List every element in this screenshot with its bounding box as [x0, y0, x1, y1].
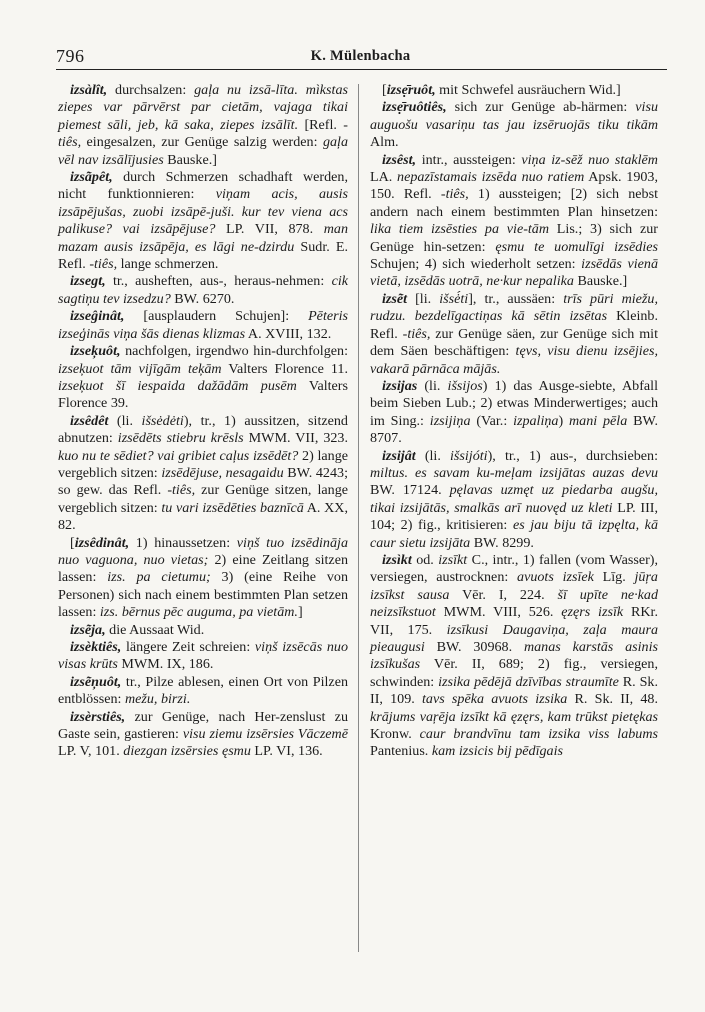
example-text: tu vari izsēdēties baznīcā: [161, 499, 304, 516]
headword: izseĝinât,: [70, 308, 125, 325]
entry-text: durchsalzen:: [107, 82, 195, 98]
example-text: ęzęrs izsīk: [561, 604, 624, 621]
entry-text: [li.: [407, 290, 440, 307]
example-text: ęsmu te uomulīgi izsēdies: [495, 238, 658, 255]
entry-text: od.: [411, 551, 439, 568]
example-text: izsīkusi Daugaviņa, zaļa maura pieaugusi: [370, 621, 658, 655]
entry-text: BW. 6270.: [170, 290, 235, 307]
headword: izsêdinât,: [74, 534, 130, 551]
headword: izseķuôt,: [70, 343, 121, 360]
example-text: avuots izsīek: [517, 569, 594, 586]
entry-text: Vēr. II, 689; 2) fig., versiegen, schwinden:: [370, 656, 658, 690]
headword: izsẽņuôt,: [70, 673, 122, 690]
entry-text: LP. III, 104; 2) fig., kritisieren:: [370, 499, 658, 534]
example-text: -tiês,: [89, 256, 118, 273]
entry-text: Kleinb. Refl.: [370, 308, 659, 342]
example-text: izs. pa cietumu;: [107, 569, 211, 586]
dictionary-entry: [58, 273, 348, 308]
example-text: trīs pūri miežu, rudzu. bezdelīgactiņas kā sētin izsētas: [370, 290, 658, 325]
entry-text: Kronw.: [370, 726, 420, 743]
dictionary-entry: [58, 413, 348, 535]
entry-text: ), tr., 1) aus-, durchsieben:: [487, 447, 658, 464]
headword: izsẹ̄ruôtiês,: [382, 99, 447, 116]
example-text: visu auguošu vasariņu tas jau izsēruojās tiku tikām: [370, 99, 658, 133]
entry-text: Valters Florence 11.: [221, 360, 348, 377]
entry-text: tr., ausheften, aus-, heraus-nehmen:: [105, 273, 332, 290]
example-text: -tiês,: [402, 325, 431, 342]
example-text: izsēdās vienā vietā, izsēdās uotrā, ne·kur nepalika: [370, 256, 659, 290]
entry-text: Bauske.]: [163, 151, 217, 168]
entry-text: die Aussaat Wid.: [105, 621, 205, 638]
example-text: -tiês,: [58, 116, 348, 151]
example-text: izseķuot tām vijīgām teķām: [58, 360, 222, 377]
headword: izsijât: [382, 447, 416, 464]
dictionary-entry: [58, 639, 348, 674]
right-column: [370, 82, 658, 761]
example-text: išsėdėti: [141, 412, 184, 429]
entry-text: [: [382, 82, 387, 98]
example-text: mani pēla: [569, 412, 628, 429]
entry-text: MWM. VIII, 526.: [435, 604, 562, 621]
dictionary-entry: [370, 82, 658, 99]
example-text: -tiês,: [167, 482, 196, 499]
dictionary-entry: [370, 448, 658, 552]
entry-text: LP. VI, 136.: [250, 743, 323, 760]
entry-text: ) 1) das Ausge-siebte, Abfall beim Sieben Lub.; 2) etwas Minderwertiges; auch im Sing.:: [370, 377, 658, 429]
entry-text: BW. 17124.: [370, 482, 450, 499]
entry-text: BW. 8707.: [370, 412, 659, 447]
headword: izsêst,: [382, 151, 417, 168]
example-text: jūŗa izsīkst sausa: [370, 569, 658, 603]
entry-text: (li.: [417, 377, 448, 394]
entry-text: 1) hinaussetzen:: [129, 534, 237, 551]
entry-text: LA.: [370, 169, 398, 186]
example-text: miltus. es savam ku-meļam izsijātas auzas devu: [370, 464, 658, 481]
entry-text: (li.: [415, 447, 450, 464]
dictionary-entry: [370, 99, 658, 151]
example-text: išsijóti: [450, 447, 488, 464]
example-text: izsijiņa: [429, 412, 471, 429]
entry-text: [: [70, 534, 75, 551]
example-text: gaļa nu izsā-līta. mìkstas ziepes var pārvērst par cietām, vajaga tikai piemest sāli, jeb, kā saka, ziepes izsālīt.: [58, 82, 348, 133]
headword: izsèrstiês,: [70, 708, 126, 725]
example-text: viņš tuo izsēdināja nuo vaguona, nuo vietas;: [58, 534, 348, 568]
example-text: šī upīte ne·kad neizsīkstuot: [370, 586, 659, 621]
entry-text: tr., Pilze ablesen, einen Ort von Pilzen entblössen:: [58, 673, 348, 708]
example-text: izsīkt: [438, 551, 468, 568]
headword: izsêdêt: [70, 412, 109, 429]
example-text: Pēteris izseģinās viņa šās dienas klizmas: [58, 308, 348, 342]
example-text: izsēdēts stiebru krēsls: [117, 430, 244, 447]
example-text: visu ziemu izsērsies Vāczemē: [182, 726, 348, 743]
headword: izsijas: [382, 377, 418, 394]
example-text: pęlavas uzmęt uz piedarba augšu, tikai izsijātās, smalkās arī nuovęd uz kleti: [370, 482, 658, 516]
entry-text: BW. 4243; so gew. das Refl.: [58, 464, 348, 499]
entry-text: zur Genüge säen, zur Genüge sich mit dem Säen beschäftigen:: [370, 325, 658, 360]
entry-text: Vēr. I, 224.: [449, 586, 558, 603]
example-text: es jau biju tā izpęlta, kā caur sietu izsijāta: [370, 517, 658, 551]
entry-text: [ausplaudern Schujen]:: [124, 308, 309, 325]
dictionary-entry: [58, 535, 348, 622]
entry-text: mit Schwefel ausräuchern Wid.]: [435, 82, 621, 98]
example-text: kam izsicis bij pēdīgais: [431, 743, 564, 760]
example-text: izsēdējuse, nesagaidu: [161, 464, 284, 481]
entry-text: MWM. VII, 323.: [243, 430, 348, 447]
entry-text: ]: [297, 604, 303, 621]
dictionary-entry: [58, 674, 348, 709]
dictionary-entry: [370, 378, 658, 448]
example-text: lika tiem izsēsties pa vie-tām: [370, 221, 550, 238]
entry-text: C., intr., 1) fallen (vom Wasser), versiegen, austrocknen:: [370, 551, 658, 586]
entry-text: ], tr., aussäen:: [468, 290, 564, 307]
dictionary-entry: [58, 709, 348, 761]
example-text: -tiês,: [440, 186, 469, 203]
example-text: manas karstās asinis izsīkušas: [370, 639, 658, 673]
entry-text: MWM. IX, 186.: [117, 656, 214, 673]
entry-text: zur Genüge sitzen, lange vergeblich sitzen:: [58, 482, 348, 516]
example-text: išsijos: [447, 377, 483, 394]
headword: izsẹ̄ruôt,: [386, 82, 436, 98]
dictionary-entry: [58, 82, 348, 169]
example-text: man mazam ausis izsāpēja, es lāgi ne-dzirdu: [58, 221, 349, 255]
example-text: tęvs, visu dienu izsējies, vakarā pārnāca mājās.: [370, 343, 658, 377]
entry-text: ), tr., 1) aussitzen, sitzend abnutzen:: [58, 412, 348, 447]
entry-text: R. Sk. II, 48.: [567, 691, 658, 708]
example-text: caur brandvīnu tam izsika viss labums: [419, 726, 658, 743]
entry-text: nachfolgen, irgendwo hin-durchfolgen:: [120, 343, 348, 360]
entry-text: Apsk. 1903, 150. Refl.: [370, 169, 658, 203]
entry-text: LP. V, 101.: [58, 743, 124, 760]
entry-text: 3) (eine Reihe von Personen) sich nach einem bestimmten Plan setzen lassen:: [58, 569, 348, 621]
dictionary-entry: [58, 308, 348, 343]
entry-text: LP. VII, 878.: [215, 221, 324, 238]
entry-text: (li.: [108, 412, 142, 429]
dictionary-entry: [370, 552, 658, 761]
example-text: gaļa vēl nav izsālījusies: [58, 134, 348, 168]
entry-text: (Var.:: [470, 412, 514, 429]
running-head: K. Mülenbacha: [310, 48, 411, 64]
example-text: izs. bērnus pēc auguma, pa vietām.: [99, 604, 298, 621]
entry-text: Alm.: [370, 134, 399, 151]
dictionary-entry: [370, 291, 658, 378]
entry-text: RKr. VII, 175.: [370, 604, 658, 638]
headword: izsẽt: [382, 290, 408, 307]
entry-text: ): [558, 412, 569, 429]
example-text: krājums vaŗēja izsīkt kā ęzęrs, kam trūkst pietękas: [370, 708, 658, 725]
entry-text: eingesalzen, zur Genüge salzig werden:: [81, 134, 323, 151]
dictionary-entry: [370, 152, 658, 291]
entry-text: A. XVIII, 132.: [245, 325, 332, 342]
entry-text: A. XX, 82.: [58, 499, 348, 534]
entry-text: sich zur Genüge ab-härmen:: [446, 99, 636, 116]
entry-text: zur Genüge, nach Her-zenslust zu Gaste sein, gastieren:: [58, 708, 348, 743]
example-text: viņam acis, ausis izsāpējušas, zuobi izsāpē-juši. kur tev viena acs palikuse? vai izsāpējuse?: [58, 186, 348, 238]
entry-text: Schujen; 4) sich wiederholt setzen:: [370, 256, 582, 273]
entry-text: Lis.; 3) sich zur Genüge hin-setzen:: [370, 221, 658, 255]
entry-text: BW. 8299.: [470, 534, 534, 551]
entry-text: 2) lange vergeblich sitzen:: [58, 447, 349, 481]
example-text: izseķuot šī iespaida dažādām pusēm: [58, 377, 297, 394]
example-text: viņa iz-sēž nuo staklēm: [521, 151, 658, 168]
dictionary-entry: [58, 169, 348, 273]
example-text: izsika pēdējā dzīvības straumīte: [438, 673, 619, 690]
entry-text: Valters Florence 39.: [58, 377, 348, 412]
entry-text: R. Sk. II, 109.: [370, 673, 659, 708]
example-text: kuo nu te sēdiet? vai gribiet caļus izsēdēt?: [58, 447, 299, 464]
example-text: mežu, birzi.: [124, 691, 191, 708]
example-text: izpaliņa: [513, 412, 559, 429]
example-text: išsė́ti: [439, 290, 469, 307]
example-text: tavs spēka avuots izsika: [422, 691, 568, 708]
column-divider: [358, 84, 359, 952]
entry-text: durch Schmerzen schadhaft werden, nicht funktionnieren:: [58, 169, 348, 203]
entry-text: Līg.: [593, 569, 635, 586]
example-text: viņš izsēcās nuo visas krūts: [58, 639, 348, 673]
entry-text: Bauske.]: [573, 273, 628, 290]
entry-text: [Refl.: [298, 116, 344, 133]
entry-text: BW. 30968.: [424, 639, 524, 655]
entry-text: 2) eine Zeitlang sitzen lassen:: [58, 551, 348, 586]
left-column: [58, 82, 348, 761]
example-text: diezgan izsērsies ęsmu: [123, 743, 251, 760]
entry-text: Pantenius.: [370, 743, 432, 760]
headword: izsàlît,: [70, 82, 108, 98]
header-rule: [56, 69, 667, 70]
headword: izsìkt: [382, 551, 412, 568]
page-number: 796: [56, 46, 85, 66]
dictionary-entry: [58, 343, 348, 413]
headword: izsẽja,: [70, 621, 106, 638]
dictionary-entry: [58, 622, 348, 639]
entry-text: lange schmerzen.: [117, 256, 219, 273]
entry-text: 1) aussteigen; [2) sich nebst andern nach einem bestimmten Plan hinsetzen:: [370, 186, 659, 220]
headword: izsegt,: [70, 273, 106, 290]
example-text: nepazīstamais izsēda nuo ratiem: [397, 169, 585, 186]
entry-text: intr., aussteigen:: [416, 151, 522, 168]
entry-text: längere Zeit schreien:: [121, 639, 255, 655]
headword: izsèktiês,: [70, 639, 122, 655]
example-text: cik sagtiņu tev izsedzu?: [58, 273, 348, 307]
headword: izsãpêt,: [70, 169, 113, 186]
entry-text: Sudr. E. Refl.: [58, 238, 348, 273]
